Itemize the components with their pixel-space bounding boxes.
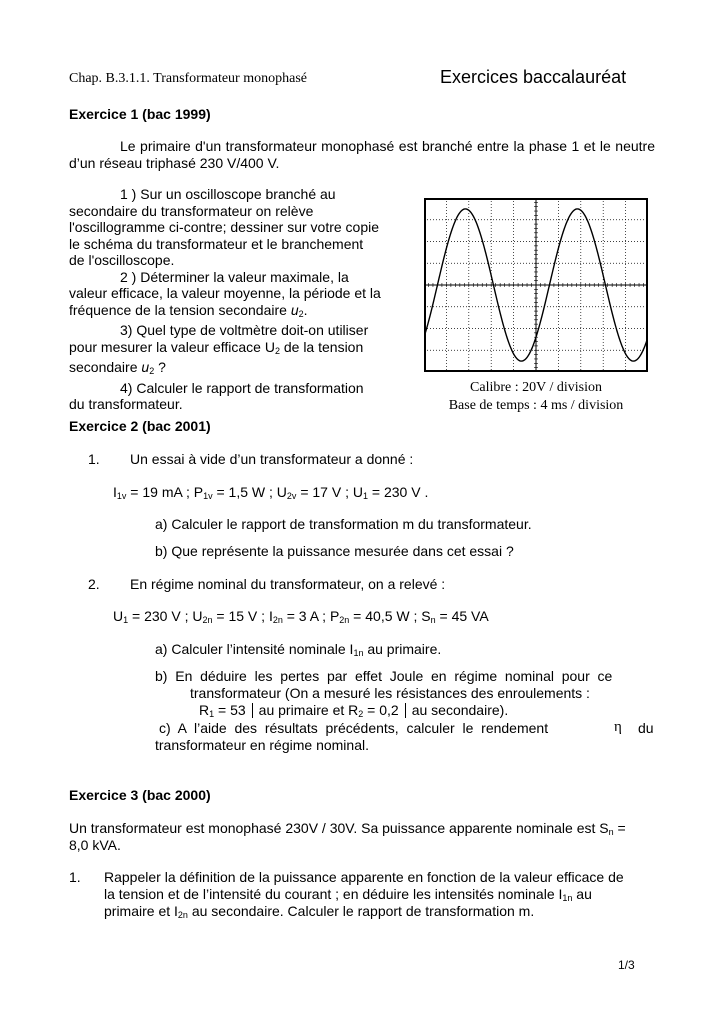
ex2-p2c-line2: transformateur en régime nominal.	[155, 737, 369, 753]
measure: $U_1 = 230$ V ;	[113, 608, 193, 625]
ex2-p2c-du: du	[638, 720, 654, 736]
page-number: 1/3	[618, 958, 635, 972]
ex3-intro-line1: Un transformateur est monophasé 230V / 30V. Sa puissance apparente nominale est $S_n$ =	[69, 820, 626, 837]
ohm-symbol	[405, 703, 406, 718]
scope-caption-calibre: Calibre : 20V / division	[470, 380, 602, 395]
page-title: Exercices baccalauréat	[440, 67, 627, 87]
ex2-p2c-line1: c) A l’aide des résultats précédents, calculer le rendement	[159, 720, 549, 736]
ex1-q2: 2 ) Déterminer la valeur maximale, la valeur efficace, la valeur moyenne, la période et la fréquence de la tension secondaire $u_2$.	[69, 268, 381, 319]
measure: $U_1 = 230$ V .	[352, 484, 429, 501]
ex1-questions	[69, 186, 382, 413]
measure: $I_{1v} = 19$ mA ;	[113, 484, 194, 501]
ex2-measures-2	[113, 608, 489, 625]
ex2-p1a: a) Calculer le rapport de transformation m du transformateur.	[155, 516, 532, 532]
ex2-p2-number: 2.	[88, 576, 100, 592]
measure: $S_n = 45$ VA	[421, 608, 489, 625]
ex1-q1: 1 ) Sur un oscilloscope branché au secondaire du transformateur on relève l'oscillogramme ci-contre; dessiner sur votre copie le schéma du transformateur et le branchement de l'oscilloscope.	[69, 186, 380, 268]
ex2-p2b-line2: transformateur (On a mesuré les résistances des enroulements :	[190, 685, 590, 701]
ex2-p2b-resistances: $R_1 = 53$ au primaire et $R_2 = 0,2$ au secondaire).	[199, 702, 509, 719]
ex3-q1-line1: Rappeler la définition de la puissance apparente en fonction de la valeur efficace de	[104, 869, 624, 885]
ex2-p2a: a) Calculer l’intensité nominale $I_{1n}$ au primaire.	[155, 641, 442, 658]
eta-symbol: η	[614, 719, 622, 735]
ex2-p1b: b) Que représente la puissance mesurée dans cet essai ?	[155, 543, 514, 559]
measure: $U_{2v} = 17$ V ;	[276, 484, 353, 501]
measure: $I_{2n} = 3$ A ;	[268, 608, 330, 625]
ex1-intro: Le primaire d'un transformateur monophasé est branché entre la phase 1 et le neutre d’un réseau triphasé 230 V/400 V.	[69, 138, 655, 171]
ex2-p2b-line1: b) En déduire les pertes par effet Joule en régime nominal pour ce	[155, 668, 613, 684]
ex3-q1-number: 1.	[69, 869, 81, 885]
chapter-label: Chap. B.3.1.1. Transformateur monophasé	[69, 71, 307, 86]
scope-caption-timebase: Base de temps : 4 ms / division	[448, 398, 624, 413]
scope-grid	[424, 198, 648, 372]
ex1-heading: Exercice 1 (bac 1999)	[69, 106, 211, 122]
ex2-heading: Exercice 2 (bac 2001)	[69, 418, 211, 434]
ex2-p1-number: 1.	[88, 451, 100, 467]
ex3-intro-line2: 8,0 kVA.	[69, 837, 121, 853]
ex3-heading: Exercice 3 (bac 2000)	[69, 787, 211, 803]
measure: $P_{1v} = 1,5$ W ;	[193, 484, 277, 501]
ex3-q1-line3: primaire et $I_{2n}$ au secondaire. Calculer le rapport de transformation m.	[104, 903, 535, 920]
ex2-p2-text: En régime nominal du transformateur, on a relevé :	[130, 576, 446, 592]
measure: $P_{2n} = 40,5$ W ;	[329, 608, 422, 625]
ohm-symbol	[252, 703, 253, 718]
ex2-measures-1	[113, 484, 428, 501]
ex1-q3: 3) Quel type de voltmètre doit-on utiliser pour mesurer la valeur efficace $U_2$ de la tension secondaire $u_2$ ?	[69, 322, 369, 376]
ex1-q4: 4) Calculer le rapport de transformation du transformateur.	[69, 379, 364, 412]
ex3-q1-line2: la tension et de l’intensité du courant ; en déduire les intensités nominale $I_{1n}$ au	[104, 886, 592, 903]
measure: $U_{2n} = 15$ V ;	[192, 608, 269, 625]
oscillogram	[424, 198, 648, 372]
ex2-p1-text: Un essai à vide d’un transformateur a donné :	[130, 451, 414, 467]
